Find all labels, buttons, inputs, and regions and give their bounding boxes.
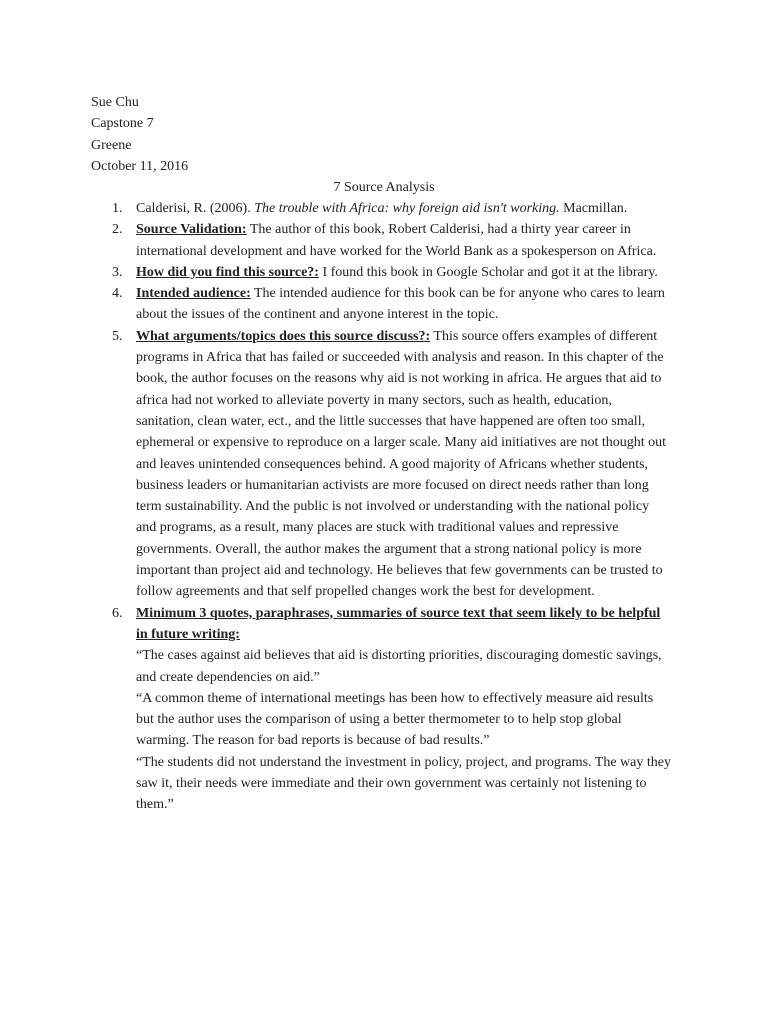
item-number: 3. [112, 264, 123, 280]
citation-title: The trouble with Africa: why foreign aid isn't working. [254, 201, 560, 216]
document-title: 7 Source Analysis [333, 180, 435, 195]
analysis-list [0, 198, 768, 816]
item-label: How did you find this source?: [136, 264, 319, 280]
item-number: 5. [112, 328, 123, 344]
teacher-name: Greene [91, 137, 132, 153]
citation-author: Calderisi, R. (2006). [136, 201, 255, 216]
item-label: Source Validation: [136, 222, 247, 238]
item-body [136, 326, 672, 603]
list-item-quotes [0, 603, 672, 816]
citation-text [136, 198, 672, 219]
list-item-citation [0, 198, 672, 219]
list-item-arguments [0, 326, 672, 603]
item-text: The intended audience for this book can be for anyone who cares to learn about the issues of the continent and anyone interest in the topic. [136, 286, 665, 323]
item-label: What arguments/topics does this source discuss?: [136, 328, 431, 344]
item-text: This source offers examples of different programs in Africa that has failed or succeeded with analysis and reason. In this chapter of the book, the author focuses on the reasons why aid is not working in africa. He argues that aid to africa had not worked to alleviate poverty in many sectors, such as health, education, sanitation, clean water, ect., and the little successes that have happened are often too small, ephemeral or expensive to reproduce on a larger scale. Many aid initiatives are not thought out and leaves unintended consequences behind. A good majority of Africans whether students, business leaders or humanitarian activists are more focused on direct needs rather than long term sustainability. And the public is not involved or understanding with the national policy and programs, as a result, many places are stuck with traditional values and repressive governments. Overall, the author makes the argument that a strong national policy is more important than project aid and technology. He believes that few governments can be trusted to follow agreements and that self propelled changes work the best for development. [136, 328, 667, 600]
item-body [136, 283, 672, 326]
item-body [136, 262, 672, 283]
list-item-how-found [0, 262, 672, 283]
item-number: 1. [112, 201, 123, 216]
item-number: 2. [112, 222, 123, 238]
list-item-source-validation [0, 219, 672, 262]
citation-publisher: Macmillan. [559, 201, 628, 216]
item-label: Intended audience: [136, 286, 251, 302]
item-text: The author of this book, Robert Calderisi, had a thirty year career in international development and have worked for the World Bank as a spokesperson on Africa. [136, 222, 657, 259]
item-label: Minimum 3 quotes, paraphrases, summaries of source text that seem likely to be helpful in future writing: [136, 605, 661, 642]
header-block [91, 92, 188, 177]
quote-1: “The cases against aid believes that aid is distorting priorities, discouraging domestic savings, and create dependencies on aid.” [136, 648, 662, 685]
course-name: Capstone 7 [91, 116, 154, 132]
quote-2: “A common theme of international meetings has been how to effectively measure aid results but the author uses the comparison of using a better thermometer to to help stop global warming. The reason for bad reports is because of bad results.” [136, 690, 654, 749]
document-date: October 11, 2016 [91, 158, 189, 174]
item-number: 6. [112, 605, 123, 621]
student-name: Sue Chu [91, 95, 139, 110]
item-body [136, 219, 672, 262]
item-text: I found this book in Google Scholar and got it at the library. [318, 264, 658, 280]
item-body [136, 603, 672, 646]
quote-3: “The students did not understand the investment in policy, project, and programs. The way they saw it, their needs were immediate and their own government was certainly not listening to them.” [136, 754, 671, 813]
list-item-intended-audience [0, 283, 672, 326]
item-number: 4. [112, 286, 123, 302]
